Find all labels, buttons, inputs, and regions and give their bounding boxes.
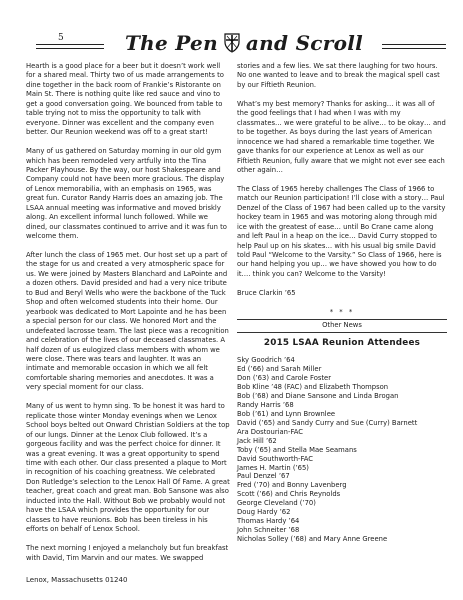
- masthead: [18, 30, 446, 56]
- attendee-item: Toby (’65) and Stella Mae Seamans: [237, 445, 357, 454]
- attendee-item: Doug Hardy ’62: [237, 508, 291, 517]
- shield-crest-icon: [224, 33, 240, 53]
- attendee-item: Scott (’66) and Chris Reynolds: [237, 490, 341, 499]
- masthead-rule-left: [36, 44, 104, 49]
- title-part-1: The Pen: [124, 31, 218, 55]
- title-part-2: and Scroll: [245, 31, 364, 55]
- article-paragraph: The next morning I enjoyed a melancholy but fun breakfast with David, Tim Marvin and our mates. We swapped: [26, 544, 229, 562]
- attendee-item: Don (’63) and Carole Foster: [237, 373, 332, 382]
- attendee-item: John Schneiter ’68: [237, 526, 300, 535]
- attendee-item: Ed (’66) and Sarah Miller: [237, 365, 322, 374]
- attendee-item: Sky Goodrich ’64: [237, 356, 295, 365]
- attendee-list: [237, 356, 447, 544]
- page-number: 5: [58, 33, 64, 43]
- section-separator: * * *: [329, 307, 355, 316]
- attendee-item: Bob Kline ’48 (FAC) and Elizabeth Thompson: [237, 382, 389, 391]
- attendee-item: Fred (’70) and Bonny Lavenberg: [237, 481, 347, 490]
- right-column: [237, 62, 447, 544]
- article-paragraph: stories and a few lies. We sat there laughing for two hours. No one wanted to leave and to break the magical spell cast by our Fiftieth Reunion.: [237, 62, 440, 89]
- article-paragraph: After lunch the class of 1965 met. Our host set up a part of the stage for us and created a very atmospheric space for us. We were joined by Masters Blanchard and LaPointe and a dozen others. David presided and had a very nice tribute to Bud and Beryl Wells who were the backbone of the Tuck Shop and often welcomed students into their home. Our yearbook was dedicated to Mort Lapointe and he has been a special person for our class. We honored Mort and the undefeated lacrosse team. The last piece was a recognition and celebration of the lives of our deceased classmates. A half dozen of us eulogized class members with whom we were close. There was tears and laughter. It was an intimate and memorable occasion in which we all felt comfortable sharing memories and anecdotes. It was a very special moment for our class.: [26, 251, 229, 392]
- article-paragraph: Hearth is a good place for a beer but it doesn’t work well for a shared meal. Thirty two of us made arrangements to dine together in the back room of Frankie’s Ristorante on Main St. There is nothing quite like red sauce and vino to get a good conversation going. We bounced from table to table trying not to miss the opportunity to talk with everyone. Dinner was excellent and the company even better. Our Reunion weekend was off to a great start!: [26, 62, 224, 137]
- attendee-item: Jack Hill ’62: [237, 436, 277, 445]
- attendee-item: Bob (’68) and Diane Sansone and Linda Brogan: [237, 391, 399, 400]
- article-paragraph: The Class of 1965 hereby challenges The Class of 1966 to match our Reunion participation! I’ll close with a story… Paul Denzel of the Class of 1967 had been called up to the varsity hockey team in 1965 and was motoring along through mid ice with the greatest of ease… until Bo Crane came along and left Paul in a heap on the ice… David Curry stopped to help Paul up on his skates… with his usual big smile David told Paul “Welcome to the Varsity.” So Class of 1966, here is our hand helping you up… we have showed you how to do it…. think you can? Welcome to the Varsity!: [237, 184, 446, 278]
- newsletter-title: [108, 30, 380, 56]
- article-paragraph: Many of us gathered on Saturday morning in our old gym which has been remodeled very artfully into the Tina Packer Playhouse. By the way, our host Shakespeare and Company could not have been more gracious. The display of Lenox memorabilia, with an emphasis on 1965, was great fun. Curator Randy Harris does an amazing job. The LSAA annual meeting was informative and moved briskly along. An excellent informal lunch followed. While we dined, our classmates continued to arrive and it was fun to welcome them.: [26, 147, 227, 241]
- attendee-item: Paul Denzel ’67: [237, 472, 290, 481]
- attendee-item: James H. Martin (’65): [237, 463, 309, 472]
- attendee-item: George Cleveland (’70): [237, 499, 316, 508]
- left-column: [26, 62, 230, 572]
- attendee-item: Thomas Hardy ’64: [237, 517, 300, 526]
- other-news-heading: Other News: [237, 319, 447, 332]
- attendees-title: 2015 LSAA Reunion Attendees: [263, 337, 421, 348]
- attendee-item: Nicholas Solley (’68) and Mary Anne Greene: [237, 535, 388, 544]
- footer-location: Lenox, Massachusetts 01240: [26, 576, 128, 584]
- attendee-item: David Southworth-FAC: [237, 454, 314, 463]
- attendee-item: Bob (’61) and Lynn Brownlee: [237, 409, 336, 418]
- masthead-rule-right: [382, 44, 446, 49]
- attendee-item: David (’65) and Sandy Curry and Sue (Curry) Barnett: [237, 418, 418, 427]
- article-paragraph: Many of us went to hymn sing. To be honest it was hard to replicate those winter Monday evenings when we Lenox School boys belted out Onward Christian Soldiers at the top of our lungs. Dinner at the Lenox Club followed. It’s a gorgeous facility and was the perfect choice for dinner. It was a great evening. It was a great opportunity to spend time with each other. Our class presented a plaque to Mort in recognition of his coaching greatness. We celebrated Don Rutledge’s selection to the Lenox Hall Of Fame. A great teacher, great coach and great man. Bob Sansone was also inducted into the Hall. Without Bob we probably would not have the LSAA which provides the opportunity for our classes to have reunions. Bob has been tireless in his efforts on behalf of Lenox School.: [26, 402, 230, 534]
- attendee-item: Randy Harris ’68: [237, 400, 294, 409]
- article-paragraph: What’s my best memory? Thanks for asking… it was all of the good feelings that I had when I was with my classmates… we were grateful to be alive… to be okay… and to be together. As boys during the last years of American innocence we had shared a remarkable time together. We gave thanks for our experience at Lenox as well as our Fiftieth Reunion, fully aware that we might not ever see each other again…: [237, 99, 446, 174]
- attendee-item: Ara Dostourian-FAC: [237, 427, 304, 436]
- author-signature: Bruce Clarkin ’65: [237, 288, 296, 297]
